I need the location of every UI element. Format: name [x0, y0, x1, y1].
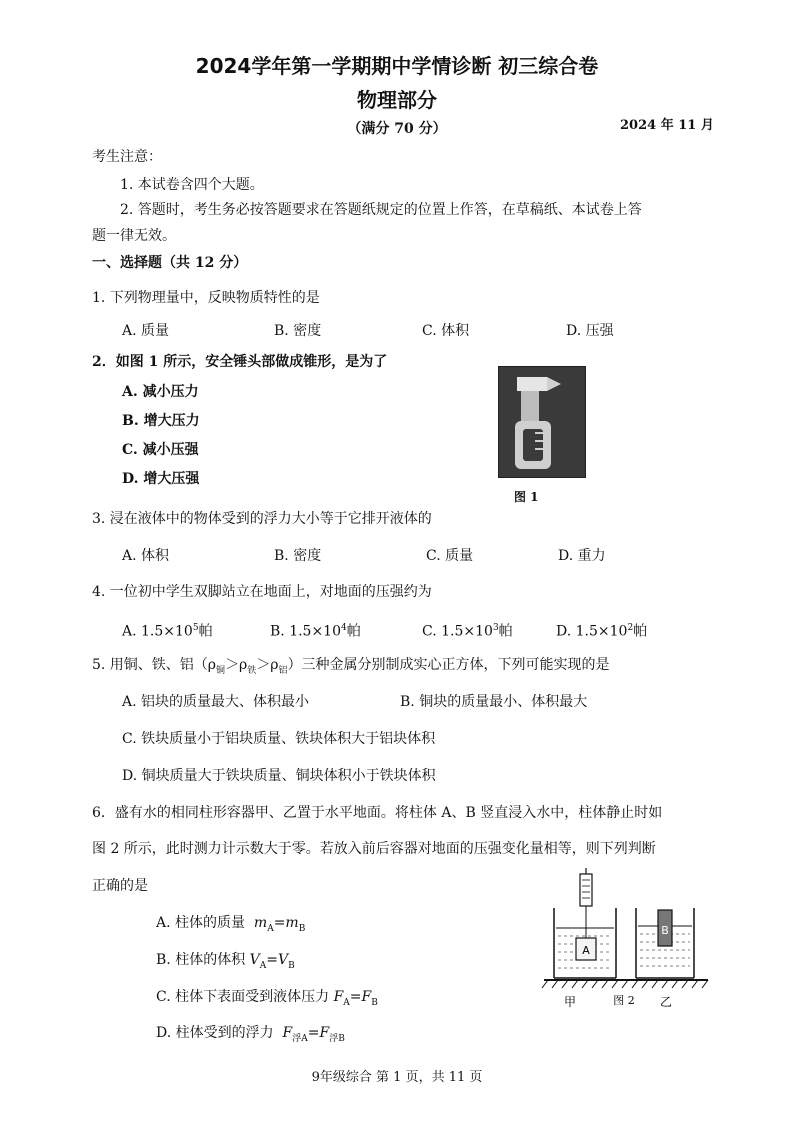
q4-option-d: D. $1.5\times 10^2$帕	[556, 623, 648, 640]
q6-stem-line-3: 正确的是	[92, 878, 148, 894]
label-jia: 甲	[563, 995, 577, 1009]
q5-stem: 5. 用铜、铁、铝$(\rho_铜>\rho_铁>\rho_铝)$三种金属分别制成实心正方体，下列可能实现的是	[92, 657, 610, 676]
q3-option-d: D. 重力	[558, 548, 606, 564]
hammer-icon	[499, 367, 585, 477]
label-a: A	[582, 944, 590, 957]
figure-2-diagram	[540, 868, 712, 1016]
label-yi: 乙	[659, 995, 673, 1009]
q1-option-a: A. 质量	[122, 323, 170, 339]
q5-option-a: A. 铝块的质量最大、体积最小	[122, 694, 310, 710]
container-jia	[554, 868, 616, 978]
q3-option-a: A. 体积	[122, 548, 170, 564]
page-title: 2024学年第一学期期中学情诊断 初三综合卷	[195, 54, 599, 78]
notice-item-2: 2. 答题时，考生务必按答题要求在答题纸规定的位置上作答，在草稿纸、本试卷上答	[120, 202, 642, 218]
q4-option-b: B. $1.5\times 10^4$帕	[270, 623, 361, 640]
q3-stem: 3. 浸在液体中的物体受到的浮力大小等于它排开液体的	[92, 511, 432, 527]
notice-heading: 考生注意：	[92, 149, 162, 165]
q4-option-c: C. $1.5\times 10^3$帕	[422, 623, 513, 640]
exam-date: 2024 年 11 月	[620, 118, 714, 133]
q2-option-b: B. 增大压力	[122, 413, 200, 429]
q4-option-a: A. $1.5\times 10^5$帕	[122, 623, 213, 640]
page-footer: 9年级综合 第 1 页，共 11 页	[311, 1070, 483, 1085]
label-b: B	[661, 924, 669, 937]
q5-option-d: D. 铜块质量大于铁块质量、铜块体积小于铁块体积	[122, 768, 436, 784]
q1-stem: 1. 下列物理量中，反映物质特性的是	[92, 290, 320, 306]
q5-option-b: B. 铜块的质量最小、体积最大	[400, 694, 588, 710]
q2-option-a: A. 减小压力	[122, 384, 199, 400]
q5-option-c: C. 铁块质量小于铝块质量、铁块体积大于铝块体积	[122, 731, 436, 747]
q3-option-c: C. 质量	[426, 548, 474, 564]
section-heading: 一、选择题（共 12 分）	[92, 255, 248, 271]
q1-option-c: C. 体积	[422, 323, 470, 339]
q6-option-d: D. 柱体受到的浮力 $F_{浮A}=F_{浮B}$	[156, 1025, 345, 1044]
q6-option-b: B. 柱体的体积 $V_A=V_B$	[156, 952, 295, 971]
safety-hammer-photo	[498, 366, 586, 478]
q1-option-b: B. 密度	[274, 323, 322, 339]
q2-stem: 2．如图 1 所示，安全锤头部做成锥形，是为了	[92, 354, 388, 370]
q4-stem: 4. 一位初中学生双脚站立在地面上，对地面的压强约为	[92, 584, 432, 600]
subject-title: 物理部分	[357, 88, 437, 112]
q6-stem-line-2: 图 2 所示，此时测力计示数大于零。若放入前后容器对地面的压强变化量相等，则下列判断	[92, 841, 656, 857]
q2-option-d: D. 增大压强	[122, 471, 200, 487]
spring-scale	[580, 874, 592, 906]
full-score: （满分 70 分）	[347, 121, 447, 137]
q3-option-b: B. 密度	[274, 548, 322, 564]
ground-hatching	[542, 980, 708, 988]
figure-2-caption: 图 2	[613, 994, 635, 1007]
figure-1-caption: 图 1	[514, 490, 539, 504]
q6-option-c: C. 柱体下表面受到液体压力 $F_A=F_B$	[156, 989, 378, 1008]
q6-stem-line-1: 6．盛有水的相同柱形容器甲、乙置于水平地面。将柱体 A、B 竖直浸入水中，柱体静止时如	[92, 805, 663, 821]
notice-item-2-cont: 题一律无效。	[92, 228, 176, 244]
container-yi	[636, 908, 694, 978]
q2-option-c: C. 减小压强	[122, 442, 199, 458]
q1-option-d: D. 压强	[566, 323, 614, 339]
q6-option-a: A. 柱体的质量 $m_A=m_B$	[156, 915, 306, 934]
notice-item-1: 1. 本试卷含四个大题。	[120, 177, 264, 193]
